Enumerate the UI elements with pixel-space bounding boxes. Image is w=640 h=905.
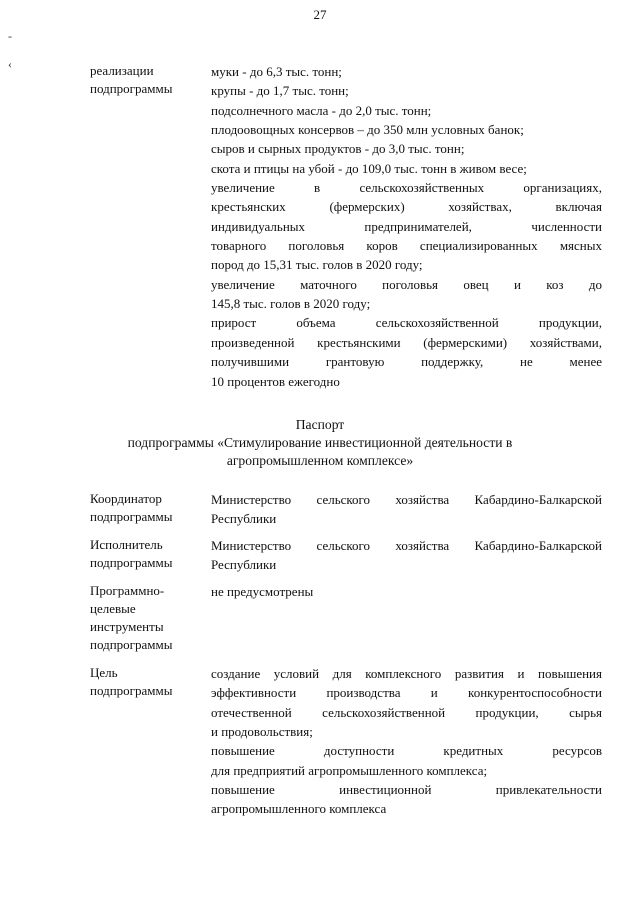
instruments-row [90,582,602,656]
value-line: увеличение маточного поголовья овец и коз до [211,276,602,292]
instruments-label [90,582,200,654]
value-line: Республики [211,557,277,573]
label-line: подпрограммы [90,555,173,570]
value-line: скота и птицы на убой - до 109,0 тыс. тонн в живом весе; [211,160,527,176]
coordinator-value [211,490,602,529]
goal-row [90,664,602,824]
results-value [211,62,602,391]
value-line: крупы - до 1,7 тыс. тонн; [211,83,349,99]
value-line: эффективности производства и конкурентоспособности [211,685,602,701]
label-line: подпрограммы [90,683,173,698]
value-line: и продовольствия; [211,724,313,740]
value-line: пород до 15,31 тыс. голов в 2020 году; [211,257,423,273]
label-line: подпрограммы [90,509,173,524]
value-line: увеличение в сельскохозяйственных организациях, [211,180,602,196]
coordinator-label [90,490,200,526]
value-line: плодоовощных консервов – до 350 млн условных банок; [211,122,524,138]
value-line: Министерство сельского хозяйства Кабардино-Балкарской [211,492,602,507]
label-line: Координатор [90,491,162,506]
executor-label [90,536,200,572]
instruments-value [211,582,602,601]
value-line: Республики [211,511,277,527]
value-line: создание условий для комплексного развития и повышения [211,666,602,681]
results-label [90,62,200,98]
margin-mark: - [8,29,12,43]
value-line: получившими грантовую поддержку, не менее [211,354,602,370]
page-number: 27 [313,7,327,22]
label-line: реализации [90,63,154,78]
value-line: подсолнечного масла - до 2,0 тыс. тонн; [211,102,432,118]
label-line: подпрограммы [90,637,173,652]
value-line: 145,8 тыс. голов в 2020 году; [211,296,371,312]
value-line: сыров и сырных продуктов - до 3,0 тыс. тонн; [211,141,465,157]
value-line: отечественной сельскохозяйственной продукции, сырья [211,704,602,720]
executor-value [211,536,602,575]
value-line: повышение инвестиционной привлекательности [211,782,602,798]
value-line: индивидуальных предпринимателей, численности [211,218,602,234]
value-line: агропромышленного комплекса [211,801,387,817]
passport-subtitle-line1: подпрограммы «Стимулирование инвестиционной деятельности в [127,435,513,450]
value-line: крестьянских (фермерских) хозяйствах, включая [211,199,602,215]
label-line: подпрограммы [90,81,173,96]
passport-subtitle-line2: агропромышленном комплексе» [226,453,414,468]
value-line: не предусмотрены [211,584,314,599]
value-line: произведенной крестьянскими (фермерскими) хозяйствами, [211,334,602,350]
value-line: прирост объема сельскохозяйственной продукции, [211,315,602,331]
executor-row [90,536,602,576]
label-line: инструменты [90,619,164,634]
results-section [90,62,602,392]
passport-title: Паспорт [295,417,345,432]
value-line: товарного поголовья коров специализированных мясных [211,238,602,254]
value-line: муки - до 6,3 тыс. тонн; [211,64,342,79]
goal-label [90,664,200,700]
value-line: Министерство сельского хозяйства Кабардино-Балкарской [211,538,602,553]
coordinator-row [90,490,602,530]
label-line: Цель [90,665,118,680]
value-line: 10 процентов ежегодно [211,373,340,389]
goal-value [211,664,602,819]
label-line: Исполнитель [90,537,163,552]
label-line: Программно- [90,583,165,598]
margin-mark: ‹ [8,57,12,71]
label-line: целевые [90,601,136,616]
value-line: повышение доступности кредитных ресурсов [211,743,602,759]
value-line: для предприятий агропромышленного комплекса; [211,762,488,778]
